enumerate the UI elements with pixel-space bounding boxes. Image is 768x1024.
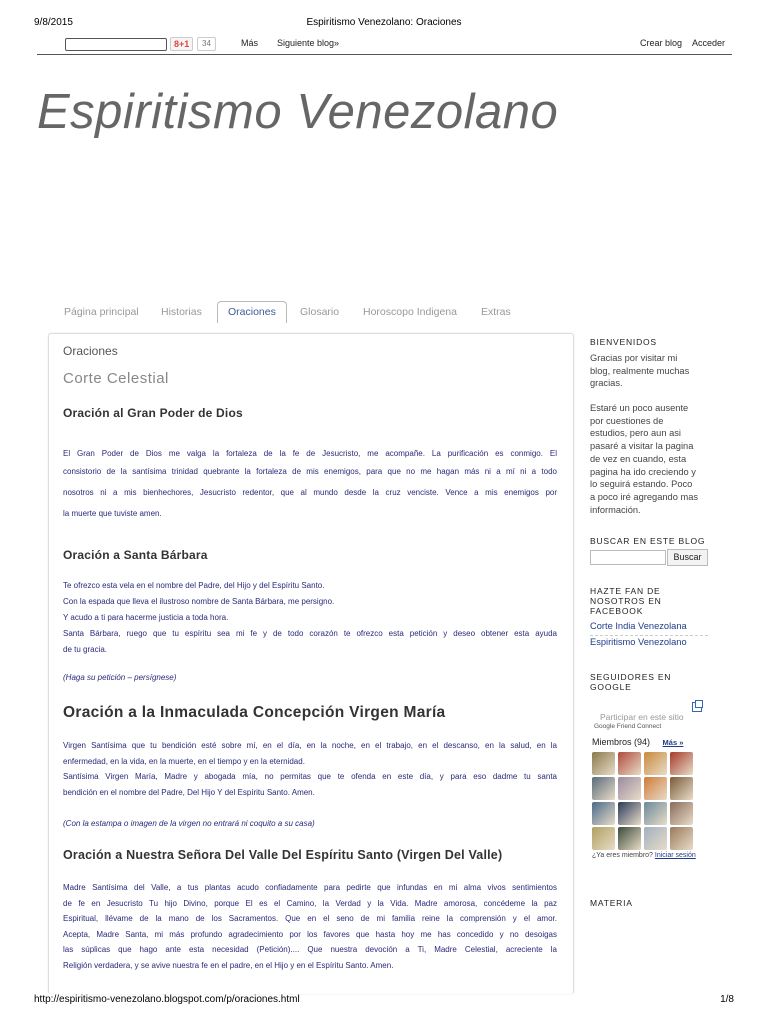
navbar-sign-in-link[interactable]: Acceder [692, 38, 726, 48]
prayer-line: Con la espada que lleva el ilustroso nombre de Santa Bárbara, me persigno. [63, 597, 335, 606]
prayer-line: Madre Santísima del Valle, a tus plantas acudo confiadamente para pedirte que infundas en mi alma vivos sentimientos [63, 883, 557, 892]
prayer-line: Santa Bárbara, ruego que tu espíritu sea mi fe y de todo corazón te ofrezco esta petición y deseo obtener esta ayuda [63, 629, 557, 638]
member-avatar[interactable] [618, 827, 641, 850]
prayer-line: Virgen Santísima que tu bendición esté sobre mí, en el día, en la noche, en el trabajo, en el descanso, en la salud, en la [63, 741, 557, 750]
prayer-line: Santísima Virgen María, Madre y abogada mía, no permitas que te ofenda en este día, y para eso dadme tu santa [63, 772, 557, 781]
sidebar-heading-fan-line2: NOSOTROS EN [590, 596, 662, 606]
link-divider [590, 635, 708, 636]
post-title: Corte Celestial [63, 370, 169, 387]
member-avatar[interactable] [670, 752, 693, 775]
navbar-search-input[interactable] [65, 38, 167, 51]
welcome-line: por cuestiones de [590, 415, 664, 426]
google-plus-one-button[interactable]: 8+1 [170, 37, 193, 51]
welcome-line: de vez en cuando, esta [590, 453, 687, 464]
welcome-line: lo seguirá estando. Poco [590, 479, 693, 490]
tab-extras[interactable]: Extras [481, 306, 511, 318]
prayer-note: (Con la estampa o imagen de la virgen no entrará ni coquito a su casa) [63, 819, 315, 828]
join-site-button[interactable]: Participar en este sitio [600, 712, 684, 722]
welcome-text-2 [590, 402, 708, 516]
plus-one-count: 34 [197, 37, 216, 51]
prayer-text [63, 578, 557, 658]
prayer-line: las súplicas que hago ante esta necesidad (Petición).... Que nuestra devoción a Ti, Madre Celestial, acreciente la [63, 945, 557, 954]
navbar-mas-link[interactable]: Más [241, 38, 259, 48]
facebook-link-corte-india[interactable]: Corte India Venezolana [590, 621, 687, 631]
member-avatar[interactable] [618, 777, 641, 800]
print-header [0, 17, 768, 31]
facebook-link-espiritismo[interactable]: Espiritismo Venezolano [590, 637, 687, 647]
welcome-line: a poco iré agregando mas [590, 491, 699, 502]
sidebar-heading-buscar: BUSCAR EN ESTE BLOG [590, 536, 706, 546]
welcome-line: estudios, pero aun asi [590, 428, 681, 439]
prayer-line: nosotros ni a mis bienhechores, Jesucristo redentor, que al mundo desde la cruz venciste. Vence a mis enemigos por [63, 488, 557, 498]
sidebar-heading-fan-line3: FACEBOOK [590, 606, 644, 616]
welcome-line: pasaré a visitar la pagina [590, 441, 694, 452]
welcome-line: blog, realmente muchas [590, 365, 690, 376]
print-title: Espiritismo Venezolano: Oraciones [306, 17, 462, 28]
prayer-text [63, 738, 557, 800]
member-avatar[interactable] [618, 802, 641, 825]
prayer-line: Espiritual, llévame de la mano de los Sacramentos. Que en el seno de mi familia reine la comprensión y el amor. [63, 914, 557, 923]
prayer-line: El Gran Poder de Dios me valga la fortaleza de la fe de Jesucristo, me acompañe. La purificación es conmigo. El [63, 449, 557, 458]
page-label: Oraciones [63, 344, 118, 358]
prayer-heading: Oración al Gran Poder de Dios [63, 406, 243, 420]
sidebar-heading-materia: MATERIA [590, 898, 633, 908]
member-avatar[interactable] [670, 802, 693, 825]
blogger-navbar [37, 36, 732, 55]
tab-oraciones[interactable]: Oraciones [217, 301, 287, 323]
welcome-line: Estaré un poco ausente [590, 403, 689, 413]
popout-icon[interactable] [692, 702, 702, 712]
member-avatar[interactable] [592, 752, 615, 775]
prayer-note: (Haga su petición – persígnese) [63, 673, 177, 682]
members-label: Miembros (94) [592, 737, 651, 747]
member-avatar[interactable] [592, 802, 615, 825]
member-avatar[interactable] [670, 777, 693, 800]
prayer-line: Te ofrezco esta vela en el nombre del Padre, del Hijo y del Espíritu Santo. [63, 581, 325, 590]
tab-glosario[interactable]: Glosario [300, 306, 340, 318]
prayer-text [63, 446, 557, 524]
welcome-line: gracias. [590, 378, 623, 389]
already-member [592, 852, 702, 860]
prayer-line: bendición en el nombre del Padre, Del Hijo Y del Espíritu Santo. Amen. [63, 787, 315, 797]
already-member-question: ¿Ya eres miembro? [592, 852, 653, 859]
prayer-line: Y acudo a ti para hacerme justicia a toda hora. [63, 613, 229, 622]
welcome-line: información. [590, 504, 641, 515]
members-more-link[interactable]: Más » [662, 738, 684, 747]
blog-search-button[interactable]: Buscar [667, 549, 708, 566]
blog-search-input[interactable] [590, 550, 666, 565]
prayer-line: Acepta, Madre Santa, mi más profundo agradecimiento por los favores que hasta hoy me has concedido y no desoigas [63, 929, 557, 939]
sidebar-heading-bienvenidos: BIENVENIDOS [590, 337, 657, 347]
prayer-text [63, 880, 557, 973]
member-avatar[interactable] [592, 777, 615, 800]
main-content [48, 333, 574, 994]
sidebar-heading-seguidores-line2: GOOGLE [590, 682, 632, 692]
member-avatar[interactable] [670, 827, 693, 850]
navbar-next-blog-link[interactable]: Siguiente blog» [277, 38, 340, 48]
member-avatar[interactable] [644, 777, 667, 800]
tab-pagina-principal[interactable]: Página principal [64, 306, 139, 318]
prayer-line: consistorio de la santísima trinidad quebrante la fortaleza de mis enemigos, para que no me hagan más ni a mí ni a todo [63, 467, 557, 477]
navbar-create-blog-link[interactable]: Crear blog [640, 38, 683, 48]
blog-title[interactable]: Espiritismo Venezolano [37, 85, 559, 139]
member-avatar[interactable] [644, 827, 667, 850]
member-avatar[interactable] [644, 752, 667, 775]
member-avatar[interactable] [618, 752, 641, 775]
prayer-heading: Oración a Santa Bárbara [63, 548, 208, 562]
sidebar-heading-seguidores-line1: SEGUIDORES EN [590, 672, 672, 682]
welcome-line: Gracias por visitar mi [590, 353, 678, 363]
login-link[interactable]: Iniciar sesión [654, 852, 696, 859]
prayer-line: enfermedad, en la vida, en la muerte, en el tiempo y en la eternidad. [63, 756, 305, 766]
member-avatar[interactable] [592, 827, 615, 850]
sidebar-heading-fan-line1: HAZTE FAN DE [590, 586, 661, 596]
prayer-line: de tu gracia. [63, 645, 108, 654]
member-avatar[interactable] [644, 802, 667, 825]
welcome-line: pagina ha ido creciendo y [590, 466, 696, 477]
prayer-line: Religión verdadera, y se avive nuestra fe en el padre, en el Hijo y en el Espíritu Santo. Amen. [63, 960, 394, 970]
tab-horoscopo-indigena[interactable]: Horoscopo Indigena [363, 306, 457, 318]
prayer-line: la muerte que tuviste amen. [63, 509, 162, 519]
tab-historias[interactable]: Historias [161, 306, 202, 318]
members-count [592, 737, 683, 747]
prayer-line: de fe en Jesucristo Tu hijo Divino, porque El es el Camino, la Verdad y la Vida. Madre amorosa, concédeme la paz [63, 898, 557, 908]
prayer-heading: Oración a la Inmaculada Concepción Virgen María [63, 704, 446, 721]
print-page-number: 1/8 [720, 994, 734, 1005]
print-url: http://espiritismo-venezolano.blogspot.com/p/oraciones.html [34, 994, 300, 1005]
print-date: 9/8/2015 [34, 17, 73, 28]
welcome-text [590, 352, 708, 390]
prayer-heading: Oración a Nuestra Señora Del Valle Del Espíritu Santo (Virgen Del Valle) [63, 848, 503, 862]
friend-connect-label: Google Friend Connect [594, 723, 662, 730]
